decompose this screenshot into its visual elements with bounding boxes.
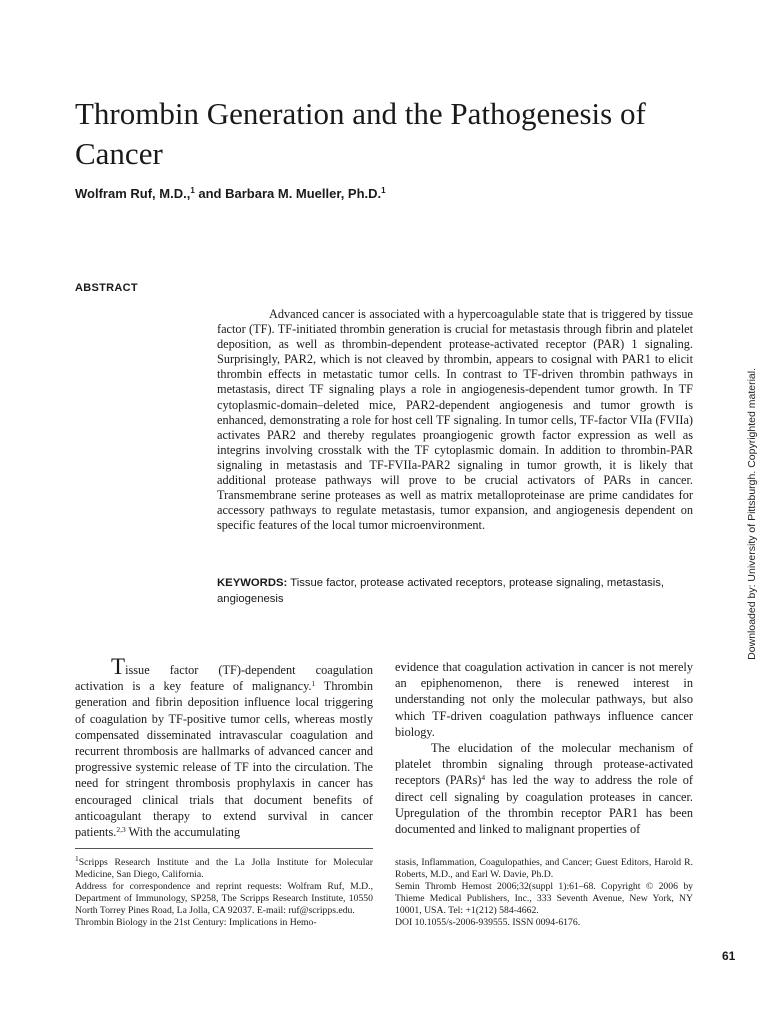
body-paragraph xyxy=(75,654,373,840)
citation-footnote: Semin Thromb Hemost 2006;32(suppl 1):61–68. Copyright © 2006 by Thieme Medical Publishers, Inc., 333 Seventh Avenue, New York, NY 10001, USA. Tel: +1(212) 584-4662. xyxy=(395,881,693,916)
body-paragraph: evidence that coagulation activation in cancer is not merely an epiphenomenon, there is renewed interest in understanding not only the molecular pathways, but also which TF-driven coagulation pathways influence cancer biology. xyxy=(395,660,693,739)
author-name: Wolfram Ruf, M.D., xyxy=(75,186,191,201)
reference-marker: 2,3 xyxy=(116,825,126,835)
footnote-divider xyxy=(75,848,373,849)
correspondence-footnote: Address for correspondence and reprint requests: Wolfram Ruf, M.D., Department of Immunology, SP258, The Scripps Research Institute, 10550 North Torrey Pines Road, La Jolla, CA 92037. E-mail: ruf@scripps.edu. xyxy=(75,881,373,916)
footnotes-left xyxy=(75,854,373,929)
author-name: Barbara M. Mueller, Ph.D. xyxy=(225,186,382,201)
drop-cap: T xyxy=(111,654,126,679)
page-number: 61 xyxy=(722,949,736,963)
series-footnote: Thrombin Biology in the 21st Century: Implications in Hemo- xyxy=(75,917,317,928)
affiliation-marker: 1 xyxy=(381,186,386,195)
abstract-text xyxy=(217,307,693,533)
abstract-body: Advanced cancer is associated with a hypercoagulable state that is triggered by tissue factor (TF). TF-initiated thrombin generation is crucial for metastasis through fibrin and platelet deposition, as well as thrombin-dependent protease-activated receptor (PAR) 1 signaling. Surprisingly, PAR2, which is not cleaved by thrombin, appears to cosignal with PAR1 to elicit thrombin effects in metastatic tumor cells. In contrast to TF-driven thrombin pathways in metastasis, direct TF signaling plays a role in angiogenesis-dependent tumor growth. In TF cytoplasmic-domain–deleted mice, PAR2-dependent angiogenesis and tumor growth is enhanced, demonstrating a role for host cell TF signaling. In tumor cells, TF-factor VIIa (FVIIa) activates PAR2 and thereby regulates proangiogenic growth factor expression as well as integrins involving crosstalk with the TF cytoplasmic domain. In addition to thrombin-PAR signaling in metastasis and TF-FVIIa-PAR2 signaling in tumor growth, it is likely that additional protease pathways will prove to be crucial activators of PARs in cancer. Transmembrane serine proteases as well as matrix metalloproteinase are prime candidates for accessory pathways to regulate metastasis, tumor expansion, and angiogenesis dependent on specific features of the local tumor microenvironment. xyxy=(217,307,693,533)
keywords xyxy=(217,575,693,607)
abstract-heading: ABSTRACT xyxy=(75,282,138,294)
keywords-list: Tissue factor, protease activated receptors, protease signaling, metastasis, angiogenesis xyxy=(217,577,665,605)
body-text: The elucidation of the molecular mechanism of platelet thrombin signaling through protease-activated receptors (PARs) xyxy=(395,741,693,788)
author-line xyxy=(75,186,695,201)
body-column-left xyxy=(75,654,373,840)
author-conjunction: and xyxy=(194,186,226,201)
doi-footnote: DOI 10.1055/s-2006-939555. ISSN 0094-6176. xyxy=(395,917,581,928)
affiliation-text: Scripps Research Institute and the La Jolla Institute for Molecular Medicine, San Diego, California. xyxy=(75,857,373,880)
body-text: Thrombin generation and fibrin deposition influence local triggering of coagulation by TF-positive tumor cells, whereas mostly compensated disseminated intravascular coagulation and recurrent thrombosis are hallmarks of advanced cancer and progressive systemic release of TF into the circulation. The need for stringent thrombosis prophylaxis in cancer has encouraged clinical trials that document benefits of anticoagulant therapy to extend survival in cancer patients. xyxy=(75,679,373,840)
footnotes-right xyxy=(395,857,693,929)
download-notice-text: Downloaded by: University of Pittsburgh. Copyrighted material. xyxy=(746,368,758,660)
body-paragraph xyxy=(395,740,693,837)
body-text: issue factor (TF)-dependent coagulation activation is a key feature of malignancy. xyxy=(75,663,373,694)
affiliation-footnote xyxy=(75,854,373,881)
reference-marker: 4 xyxy=(481,773,486,783)
affiliation-marker: 1 xyxy=(190,186,195,195)
affiliation-marker: 1 xyxy=(75,854,79,863)
body-text: With the accumulating xyxy=(125,825,241,840)
keywords-label: KEYWORDS: xyxy=(217,577,288,589)
series-footnote-continued: stasis, Inflammation, Coagulopathies, and Cancer; Guest Editors, Harold R. Roberts, M.D., and Earl W. Davie, Ph.D. xyxy=(395,857,693,880)
article-title: Thrombin Generation and the Pathogenesis of Cancer xyxy=(75,96,646,171)
body-text: has led the way to address the role of direct cell signaling by coagulation proteases in cancer. Upregulation of the thrombin receptor PAR1 has been documented and linked to malignant properties of xyxy=(395,773,694,837)
body-column-right xyxy=(395,659,693,837)
reference-marker: 1 xyxy=(311,679,316,689)
